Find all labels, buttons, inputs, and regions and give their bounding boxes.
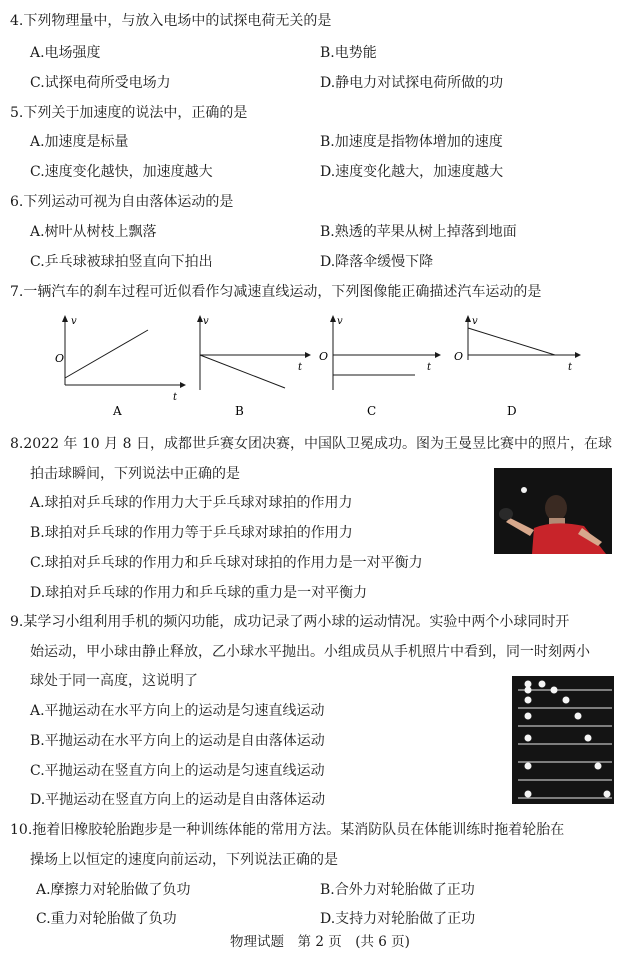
- page-footer: 物理试题 第 2 页 (共 6 页): [230, 934, 410, 950]
- graph-b-t-label: t: [298, 362, 303, 373]
- graph-c-label: C: [367, 404, 377, 418]
- graph-d-label: D: [507, 404, 517, 418]
- q10-option-b: B.合外力对轮胎做了正功: [320, 882, 475, 898]
- graph-b: [190, 310, 320, 420]
- q8-option-b: B.球拍对乒乓球的作用力等于乒乓球对球拍的作用力: [30, 525, 353, 541]
- graph-d-v-label: v: [472, 316, 478, 327]
- q10-option-c: C.重力对轮胎做了负功: [36, 911, 177, 927]
- q10-stem-line2: 操场上以恒定的速度向前运动，下列说法正确的是: [30, 852, 338, 868]
- q6-option-c: C.乒乓球被球拍竖直向下拍出: [30, 254, 213, 270]
- graph-d-t-label: t: [568, 362, 573, 373]
- strobe-photo: [512, 676, 614, 804]
- graph-a-label: A: [113, 404, 122, 418]
- graph-c-v-label: v: [337, 316, 343, 327]
- q9-option-d: D.平抛运动在竖直方向上的运动是自由落体运动: [30, 792, 326, 808]
- q8-stem-line2: 拍击球瞬间，下列说法中正确的是: [30, 466, 240, 482]
- q4-option-c: C.试探电荷所受电场力: [30, 75, 171, 91]
- q9-option-b: B.平抛运动在水平方向上的运动是自由落体运动: [30, 733, 325, 749]
- q9-option-a: A.平抛运动在水平方向上的运动是匀速直线运动: [30, 703, 325, 719]
- graph-b-v-label: v: [203, 316, 209, 327]
- q8-stem-line1: 8.2022 年 10 月 8 日，成都世乒赛女团决赛，中国队卫冕成功。图为王曼昱比赛中的照片，在球: [10, 436, 612, 452]
- q5-option-b: B.加速度是指物体增加的速度: [320, 134, 503, 150]
- q4-option-b: B.电势能: [320, 45, 377, 61]
- graph-b-label: B: [235, 404, 244, 418]
- q7-stem: 7.一辆汽车的刹车过程可近似看作匀减速直线运动，下列图像能正确描述汽车运动的是: [10, 284, 542, 300]
- q6-option-a: A.树叶从树枝上飘落: [30, 224, 157, 240]
- q5-option-c: C.速度变化越快，加速度越大: [30, 164, 213, 180]
- q8-option-c: C.球拍对乒乓球的作用力和乒乓球对球拍的作用力是一对平衡力: [30, 555, 423, 571]
- q9-stem-line2: 始运动，甲小球由静止释放，乙小球水平抛出。小组成员从手机照片中看到，同一时刻两小: [30, 644, 590, 660]
- ping-pong-ball: [521, 487, 527, 493]
- q4-stem: 4.下列物理量中，与放入电场中的试探电荷无关的是: [10, 13, 332, 29]
- q8-option-d: D.球拍对乒乓球的作用力和乒乓球的重力是一对平衡力: [30, 585, 368, 601]
- q5-stem: 5.下列关于加速度的说法中，正确的是: [10, 105, 248, 121]
- q9-option-c: C.平抛运动在竖直方向上的运动是匀速直线运动: [30, 763, 325, 779]
- q4-option-a: A.电场强度: [30, 45, 101, 61]
- q8-option-a: A.球拍对乒乓球的作用力大于乒乓球对球拍的作用力: [30, 495, 353, 511]
- q10-option-d: D.支持力对轮胎做了正功: [320, 911, 476, 927]
- q10-stem-line1: 10.拖着旧橡胶轮胎跑步是一种训练体能的常用方法。某消防队员在体能训练时拖着轮胎在: [10, 822, 565, 838]
- graph-a-origin: O: [55, 352, 65, 365]
- q4-option-d: D.静电力对试探电荷所做的功: [320, 75, 504, 91]
- q6-option-b: B.熟透的苹果从树上掉落到地面: [320, 224, 517, 240]
- graph-c: [315, 310, 450, 420]
- graph-d-origin: O: [454, 350, 464, 363]
- table-tennis-photo: [494, 468, 612, 554]
- q10-option-a: A.摩擦力对轮胎做了负功: [36, 882, 191, 898]
- graph-d: [450, 310, 590, 420]
- graph-a-t-label: t: [173, 392, 178, 403]
- graph-a: [55, 310, 190, 420]
- q6-option-d: D.降落伞缓慢下降: [320, 254, 434, 270]
- q6-stem: 6.下列运动可视为自由落体运动的是: [10, 194, 234, 210]
- q9-stem-line1: 9.某学习小组利用手机的频闪功能，成功记录了两小球的运动情况。实验中两个小球同时开: [10, 614, 570, 630]
- graph-a-v-label: v: [71, 316, 77, 327]
- graph-c-t-label: t: [427, 362, 432, 373]
- graph-c-origin: O: [319, 350, 329, 363]
- q9-stem-line3: 球处于同一高度，这说明了: [30, 673, 198, 689]
- q5-option-d: D.速度变化越大，加速度越大: [320, 164, 504, 180]
- q5-option-a: A.加速度是标量: [30, 134, 129, 150]
